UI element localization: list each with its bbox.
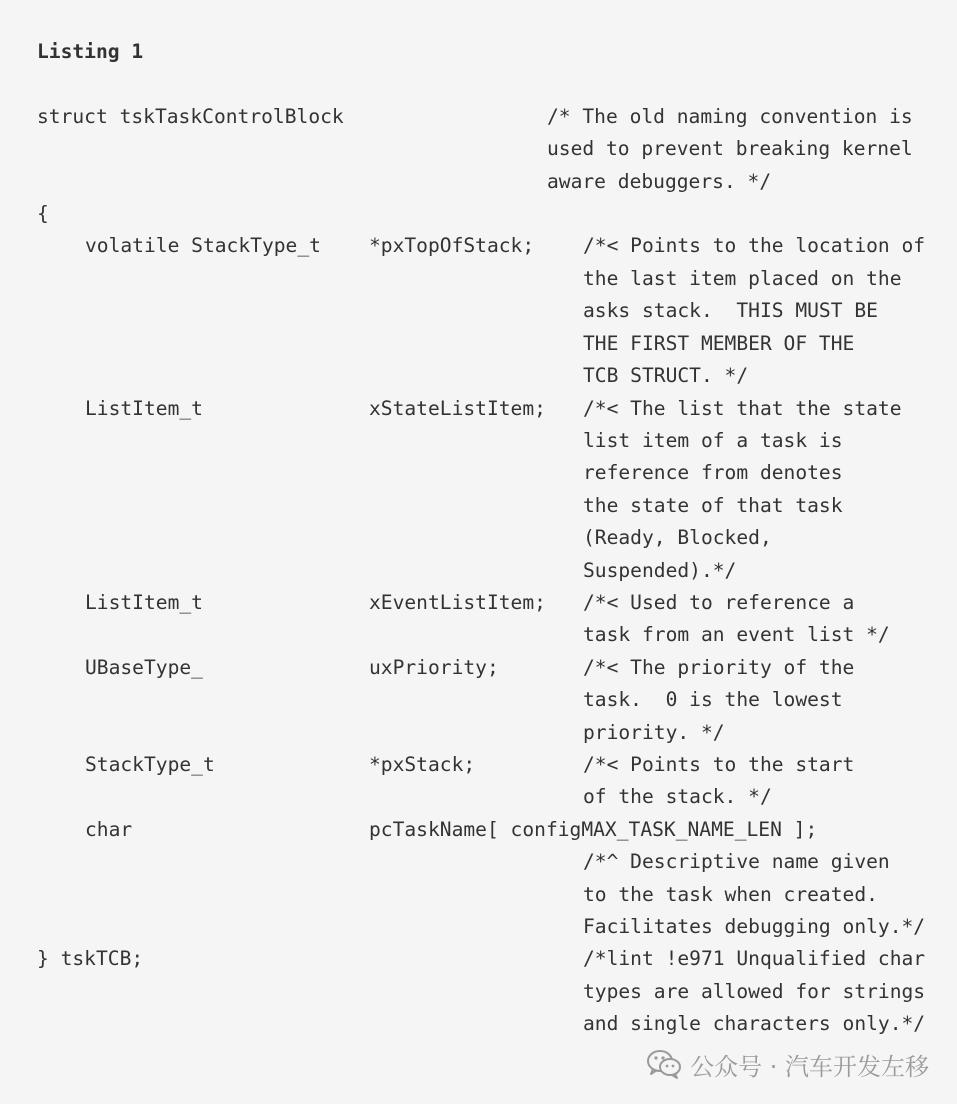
- member-comment-line: /*^ Descriptive name given: [583, 850, 890, 873]
- code-line: [0, 522, 957, 554]
- member-comment-line: Facilitates debugging only.*/: [583, 915, 926, 938]
- code-line: [0, 490, 957, 522]
- code-line: [0, 879, 957, 911]
- code-line: [0, 328, 957, 360]
- struct-declaration-line: [0, 101, 957, 133]
- member-comment-line: TCB STRUCT. */: [583, 364, 749, 387]
- code-line: [0, 133, 957, 165]
- wechat-icon: [646, 1048, 682, 1080]
- member-comment-line: list item of a task is: [583, 429, 843, 452]
- member-comment-line: reference from denotes: [583, 461, 843, 484]
- code-line: [0, 781, 957, 813]
- listing-title-line: [0, 36, 957, 68]
- member-type: char: [85, 818, 133, 841]
- member-line: [0, 230, 957, 262]
- member-type: ListItem_t: [85, 397, 203, 420]
- member-comment-line: to the task when created.: [583, 883, 878, 906]
- member-type: UBaseType_: [85, 656, 203, 679]
- code-line: [0, 684, 957, 716]
- struct-close: } tskTCB;: [37, 947, 144, 970]
- code-line: [0, 555, 957, 587]
- struct-declaration: struct tskTaskControlBlock: [37, 105, 344, 128]
- member-comment-line: /*< Used to reference a: [583, 591, 855, 614]
- code-line: [0, 846, 957, 878]
- code-line: [0, 619, 957, 651]
- code-line: [0, 166, 957, 198]
- member-comment-line: task from an event list */: [583, 623, 890, 646]
- member-comment-line: THE FIRST MEMBER OF THE: [583, 332, 855, 355]
- member-name: pcTaskName[ configMAX_TASK_NAME_LEN ];: [369, 818, 818, 841]
- member-line: [0, 749, 957, 781]
- code-line: [0, 457, 957, 489]
- member-comment-line: the last item placed on the: [583, 267, 902, 290]
- member-comment-line: /*< Points to the start: [583, 753, 855, 776]
- member-comment-line: Suspended).*/: [583, 559, 737, 582]
- member-comment-line: /*< The list that the state: [583, 397, 902, 420]
- struct-comment-line: aware debuggers. */: [547, 170, 772, 193]
- member-line: [0, 814, 957, 846]
- member-type: StackType_t: [85, 753, 215, 776]
- member-line: [0, 393, 957, 425]
- member-line: [0, 652, 957, 684]
- member-comment-line: /*< Points to the location of: [583, 234, 926, 257]
- member-name: uxPriority;: [369, 656, 499, 679]
- struct-close-line: [0, 943, 957, 975]
- brace-open-line: [0, 198, 957, 230]
- member-name: *pxTopOfStack;: [369, 234, 535, 257]
- code-line: [0, 911, 957, 943]
- close-comment-line: /*lint !e971 Unqualified char: [583, 947, 926, 970]
- member-comment-line: the state of that task: [583, 494, 843, 517]
- code-line: [0, 976, 957, 1008]
- listing-title: Listing 1: [37, 40, 144, 63]
- member-comment-line: task. 0 is the lowest: [583, 688, 843, 711]
- member-name: xEventListItem;: [369, 591, 546, 614]
- member-type: ListItem_t: [85, 591, 203, 614]
- struct-comment-line: /* The old naming convention is: [547, 105, 913, 128]
- code-line: [0, 425, 957, 457]
- member-name: *pxStack;: [369, 753, 476, 776]
- close-comment-line: types are allowed for strings: [583, 980, 926, 1003]
- member-comment-line: asks stack. THIS MUST BE: [583, 299, 878, 322]
- watermark: [646, 1044, 929, 1084]
- code-line: [0, 1008, 957, 1040]
- close-comment-line: and single characters only.*/: [583, 1012, 926, 1035]
- member-line: [0, 587, 957, 619]
- member-comment-line: (Ready, Blocked,: [583, 526, 772, 549]
- member-type: volatile StackType_t: [85, 234, 321, 257]
- struct-comment-line: used to prevent breaking kernel: [547, 137, 913, 160]
- brace-open: {: [37, 202, 49, 225]
- watermark-text: 公众号 · 汽车开发左移: [690, 1052, 929, 1081]
- member-comment-line: of the stack. */: [583, 785, 772, 808]
- code-line: [0, 263, 957, 295]
- member-name: xStateListItem;: [369, 397, 546, 420]
- code-line: [0, 295, 957, 327]
- code-line: [0, 717, 957, 749]
- code-line: [0, 360, 957, 392]
- member-comment-line: priority. */: [583, 721, 725, 744]
- member-comment-line: /*< The priority of the: [583, 656, 855, 679]
